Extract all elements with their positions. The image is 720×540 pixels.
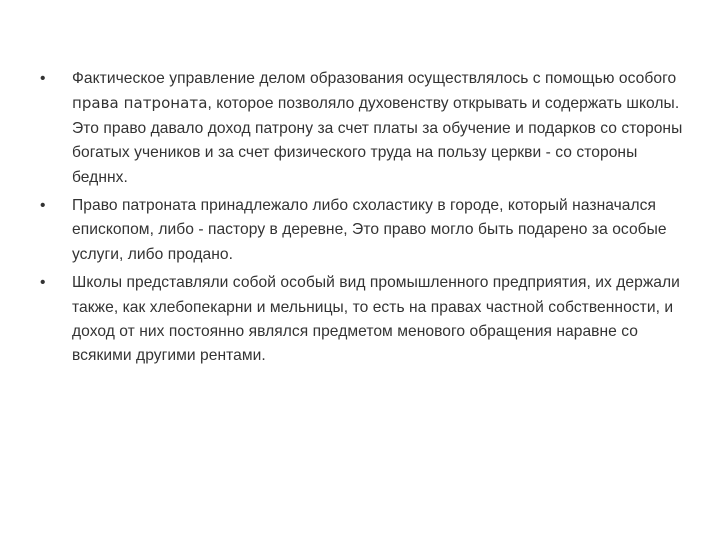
- slide-body: [40, 67, 690, 373]
- bullet-item-schools-enterprise: [40, 271, 690, 369]
- bullet-text-part: Фактическое управление делом образования осуществлялось с помощью особого: [72, 70, 677, 87]
- bullet-list: [40, 67, 690, 369]
- bullet-text-part: , которое позволяло духовенству открывать и содержать школы. Это право давало доход патрону за счет платы за обучение и подарков со стороны богатых учеников и за счет физического труда на пользу церкви - со стороны бедннх.: [72, 95, 683, 186]
- bullet-text: Школы представляли собой особый вид промышленного предприятия, их держали также, как хлебопекарни и мельницы, то есть на правах частной собственности, и доход от них постоянно являлся предметом менового обращения наравне со всякими другими рентами.: [72, 274, 680, 365]
- bullet-marker: •: [40, 70, 46, 87]
- bullet-item-patronage-owner: [40, 194, 690, 267]
- bullet-marker: •: [40, 197, 46, 215]
- bullet-text: Право патроната принадлежало либо схоластику в городе, который назначался епископом, либо - пастору в деревне, Это право могло быть подарено за особые услуги, либо продано.: [72, 197, 667, 263]
- bullet-emphasis: права патроната: [72, 94, 208, 113]
- bullet-marker: •: [40, 274, 46, 292]
- bullet-item-patronage-control: [40, 67, 690, 190]
